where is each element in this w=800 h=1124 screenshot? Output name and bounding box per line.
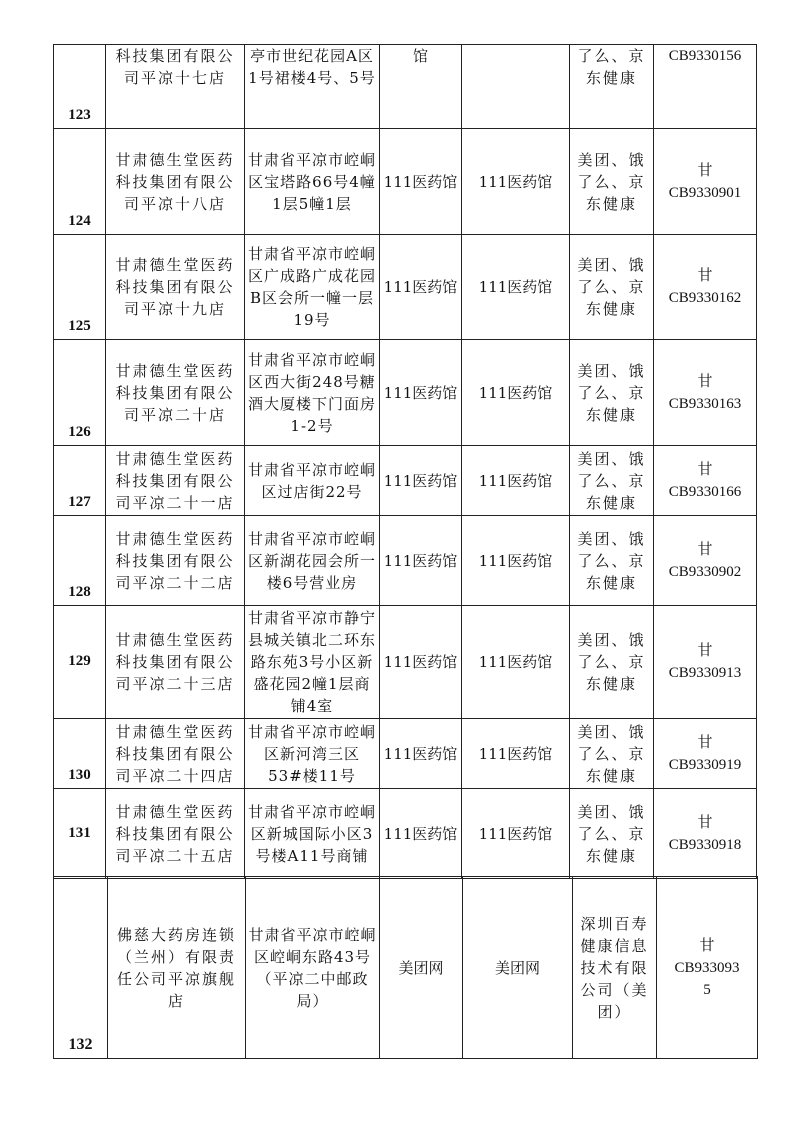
license-code: CB9330156 [668,48,742,64]
row-number: 126 [54,340,106,446]
license-code-cell [654,789,757,879]
license-prefix: 甘 [699,937,715,954]
store-name-cell: 111医药馆 [380,340,462,446]
license-code: CB9330163 [668,395,742,412]
table-row [54,340,757,446]
company-cell: 甘肃德生堂医药科技集团有限公司平凉二十四店 [106,719,245,789]
company-cell: 甘肃德生堂医药科技集团有限公司平凉二十二店 [106,516,245,606]
platform-cell: 美团、饿了么、京东健康 [570,516,654,606]
table-row [54,877,758,1059]
platform-cell: 美团、饿了么、京东健康 [570,606,654,719]
store-table-last [53,876,758,1059]
license-prefix: 甘 [697,268,713,284]
table-row [54,789,757,879]
company-cell: 甘肃德生堂医药科技集团有限公司平凉十八店 [106,129,245,235]
row-number: 125 [54,235,106,340]
row-number: 128 [54,516,106,606]
store-name-cell: 111医药馆 [380,129,462,235]
license-prefix: 甘 [697,461,713,478]
store-name-cell: 111医药馆 [380,235,462,340]
brand-cell: 111医药馆 [462,235,570,340]
table-row [54,719,757,789]
brand-cell: 111医药馆 [462,719,570,789]
platform-cell: 了么、京东健康 [570,45,654,129]
license-prefix: 甘 [697,373,713,390]
license-code-line2: 5 [703,981,711,998]
table-row [54,45,757,129]
store-name-cell: 馆 [380,45,462,129]
license-code: CB9330166 [668,483,742,500]
company-cell: 甘肃德生堂医药科技集团有限公司平凉十九店 [106,235,245,340]
platform-cell: 美团、饿了么、京东健康 [570,235,654,340]
license-code-cell [654,606,757,719]
license-code-cell [654,446,757,516]
license-prefix: 甘 [697,814,713,831]
company-cell: 甘肃德生堂医药科技集团有限公司平凉二十五店 [106,789,245,879]
store-name-cell: 111医药馆 [380,719,462,789]
license-code: CB9330162 [668,290,742,306]
brand-cell [462,45,570,129]
row-number: 130 [54,719,106,789]
table-row [54,446,757,516]
license-prefix: 甘 [697,541,713,558]
brand-cell: 111医药馆 [462,789,570,879]
license-code: CB9330913 [668,665,742,681]
row-number: 127 [54,446,106,516]
address-cell: 亭市世纪花园A区1号裙楼4号、5号 [245,45,380,129]
row-number: 131 [54,789,106,879]
brand-cell: 111医药馆 [462,340,570,446]
store-name-cell: 111医药馆 [380,789,462,879]
company-cell: 佛慈大药房连锁（兰州）有限责任公司平凉旗舰店 [108,877,246,1059]
address-cell: 甘肃省平凉市静宁县城关镇北二环东路东苑3号小区新盛花园2幢1层商铺4室 [245,606,380,719]
license-prefix: 甘 [697,734,713,751]
brand-cell: 111医药馆 [462,606,570,719]
row-number: 129 [54,606,106,719]
license-code-cell [657,877,758,1059]
brand-cell: 111医药馆 [462,446,570,516]
address-cell: 甘肃省平凉市崆峒区新城国际小区3号楼A11号商铺 [245,789,380,879]
brand-cell: 111医药馆 [462,129,570,235]
license-code: CB9330902 [668,563,742,580]
license-code: CB9330901 [668,184,742,201]
table-row [54,129,757,235]
company-cell: 甘肃德生堂医药科技集团有限公司平凉二十三店 [106,606,245,719]
platform-cell: 美团、饿了么、京东健康 [570,789,654,879]
license-prefix: 甘 [697,643,713,659]
company-cell: 科技集团有限公司平凉十七店 [106,45,245,129]
brand-cell: 111医药馆 [462,516,570,606]
address-cell: 甘肃省平凉市崆峒区过店街22号 [245,446,380,516]
license-code-cell [654,45,757,129]
store-table [53,44,757,879]
row-number: 132 [54,877,108,1059]
platform-cell: 美团、饿了么、京东健康 [570,340,654,446]
brand-cell: 美团网 [463,877,573,1059]
license-code-cell [654,340,757,446]
address-cell: 甘肃省平凉市崆峒区新湖花园会所一楼6号营业房 [245,516,380,606]
platform-cell: 深圳百寿健康信息技术有限公司（美团） [573,877,657,1059]
license-code-cell [654,719,757,789]
store-name-cell: 111医药馆 [380,516,462,606]
license-code: CB9330919 [668,756,742,773]
address-cell: 甘肃省平凉市崆峒区广成路广成花园B区会所一幢一层19号 [245,235,380,340]
store-name-cell: 111医药馆 [380,446,462,516]
store-name-cell: 美团网 [380,877,463,1059]
address-cell: 甘肃省平凉市崆峒区宝塔路66号4幢1层5幢1层 [245,129,380,235]
address-cell: 甘肃省平凉市崆峒区西大街248号糖酒大厦楼下门面房1-2号 [245,340,380,446]
store-name-cell: 111医药馆 [380,606,462,719]
table-row [54,516,757,606]
license-code-cell [654,235,757,340]
table-row [54,235,757,340]
license-code-cell [654,516,757,606]
company-cell: 甘肃德生堂医药科技集团有限公司平凉二十店 [106,340,245,446]
platform-cell: 美团、饿了么、京东健康 [570,446,654,516]
row-number: 123 [54,45,106,129]
table-row [54,606,757,719]
address-cell: 甘肃省平凉市崆峒区新河湾三区53#楼11号 [245,719,380,789]
license-prefix: 甘 [697,162,713,179]
platform-cell: 美团、饿了么、京东健康 [570,719,654,789]
address-cell: 甘肃省平凉市崆峒区崆峒东路43号（平凉二中邮政局） [246,877,380,1059]
license-code-cell [654,129,757,235]
row-number: 124 [54,129,106,235]
company-cell: 甘肃德生堂医药科技集团有限公司平凉二十一店 [106,446,245,516]
license-code: CB9330918 [668,836,742,853]
license-code-line1: CB933093 [674,959,740,976]
platform-cell: 美团、饿了么、京东健康 [570,129,654,235]
